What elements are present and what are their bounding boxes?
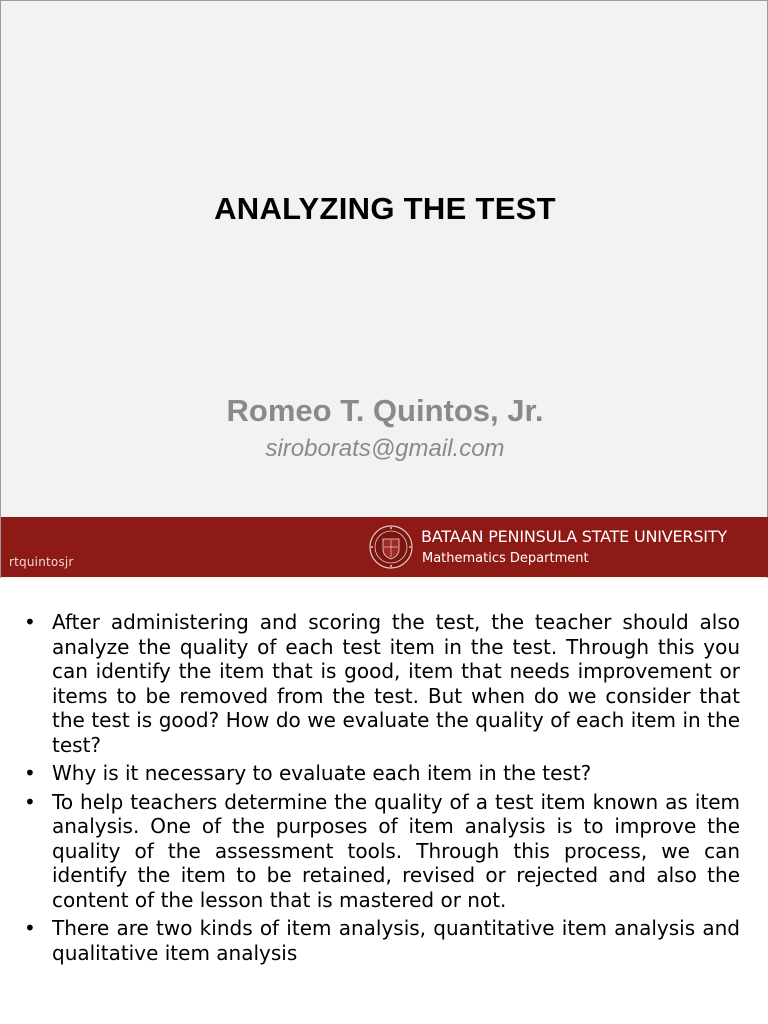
university-band: [1, 517, 768, 577]
bullet-item: • After administering and scoring the test, the teacher should also analyze the quality of each test item in the test. Through this you can identify the item that is good, item that needs improvement or items to be removed from the test. But when do we consider that the test is good? How do we evaluate the quality of each item in the test?: [24, 610, 740, 757]
author-name: Romeo T. Quintos, Jr.: [226, 393, 544, 428]
university-seal-icon: [368, 520, 414, 574]
slide-title: ANALYZING THE TEST: [214, 191, 556, 226]
university-name: BATAAN PENINSULA STATE UNIVERSITY: [421, 527, 727, 546]
author-email: siroborats@gmail.com: [265, 435, 505, 462]
bullet-item: • Why is it necessary to evaluate each item in the test?: [24, 761, 740, 786]
content-slide: [0, 590, 768, 1024]
bullet-item: • There are two kinds of item analysis, quantitative item analysis and qualitative item analysis: [24, 916, 740, 965]
bullet-list: [24, 610, 740, 969]
author-handle: rtquintosjr: [9, 555, 74, 569]
bullet-item: • To help teachers determine the quality of a test item known as item analysis. One of the purposes of item analysis is to improve the quality of the assessment tools. Through this process, we can identify the item to be retained, revised or rejected and also the content of the lesson that is mastered or not.: [24, 790, 740, 913]
department-name: Mathematics Department: [422, 551, 589, 566]
